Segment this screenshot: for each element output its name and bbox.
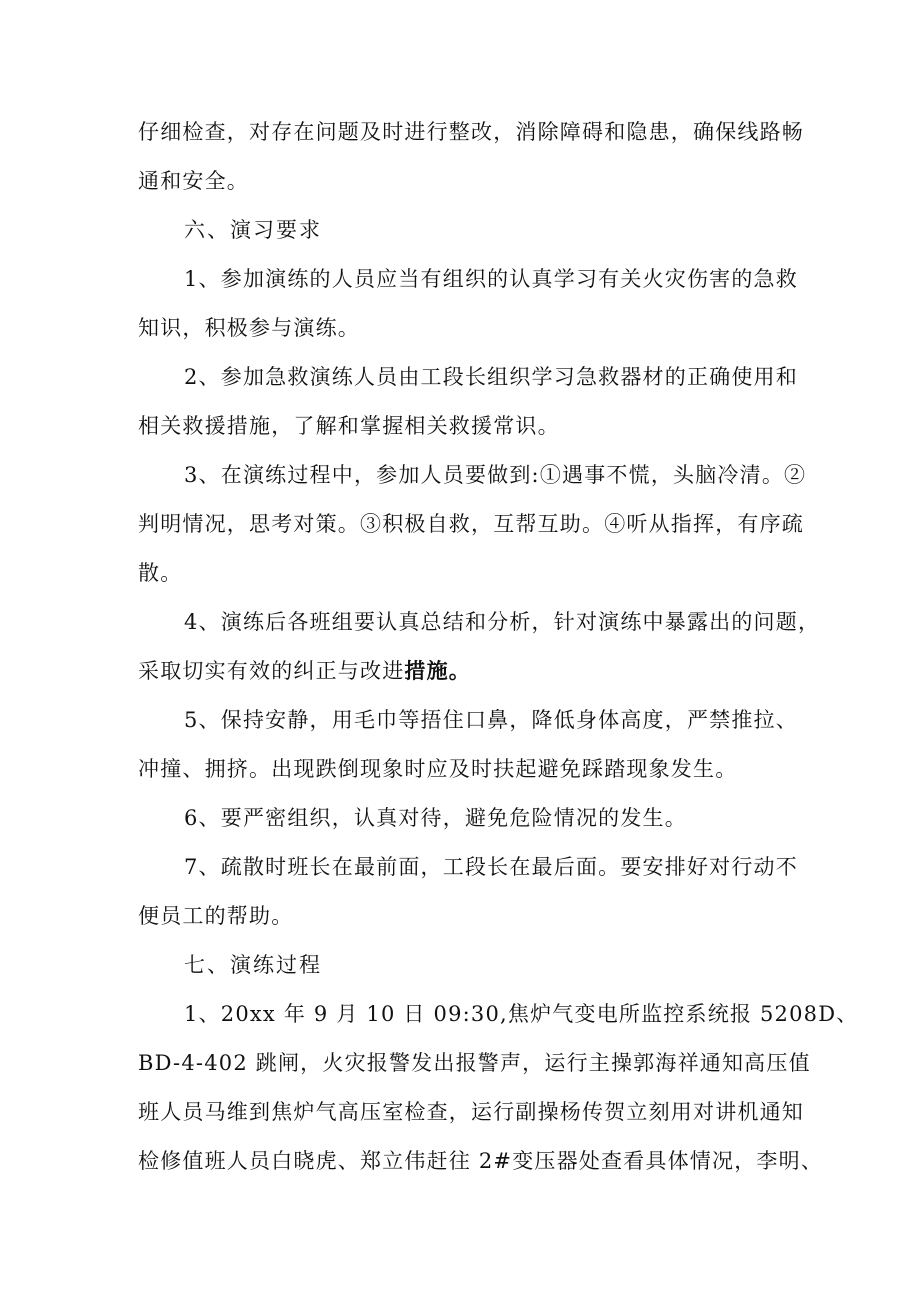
requirement-3-line: 散。 <box>138 561 183 585</box>
requirement-4-line: 4、演练后各班组要认真总结和分析，针对演练中暴露出的问题， <box>184 610 821 634</box>
requirement-5-line: 5、保持安静，用毛巾等捂住口鼻，降低身体高度，严禁推拉、 <box>184 708 798 732</box>
requirement-7-line: 便员工的帮助。 <box>138 904 294 928</box>
requirement-2-line: 相关救援措施，了解和掌握相关救援常识。 <box>138 414 560 438</box>
paragraph-line: 仔细检查，对存在问题及时进行整改，消除障碍和隐患，确保线路畅 <box>138 120 804 144</box>
section-heading-6: 六、演习要求 <box>184 218 322 242</box>
requirement-4-line <box>138 656 788 686</box>
process-1-line: 1、20xx 年 9 月 10 日 09:30,焦炉气变电所监控系统报 5208D、 <box>184 1002 859 1026</box>
paragraph-line: 通和安全。 <box>138 169 249 193</box>
process-1-line: 班人员马维到焦炉气高压室检查，运行副操杨传贺立刻用对讲机通知 <box>138 1100 804 1124</box>
process-1-line: 检修值班人员白晓虎、郑立伟赶往 2#变压器处查看具体情况，李明、 <box>138 1149 824 1173</box>
requirement-1-line: 知识，积极参与演练。 <box>138 316 360 340</box>
requirement-1-line: 1、参加演练的人员应当有组织的认真学习有关火灾伤害的急救 <box>184 267 798 291</box>
requirement-4-text: 采取切实有效的纠正与改进 <box>138 659 405 683</box>
requirement-2-line: 2、参加急救演练人员由工段长组织学习急救器材的正确使用和 <box>184 365 798 389</box>
requirement-5-line: 冲撞、拥挤。出现跌倒现象时应及时扶起避免踩踏现象发生。 <box>138 757 738 781</box>
requirement-3-line: 判明情况，思考对策。③积极自救，互帮互助。④听从指挥，有序疏 <box>138 512 804 536</box>
section-heading-7: 七、演练过程 <box>184 953 322 977</box>
requirement-7-line: 7、疏散时班长在最前面，工段长在最后面。要安排好对行动不 <box>184 855 798 879</box>
process-1-line: BD-4-402 跳闸，火灾报警发出报警声，运行主操郭海祥通知高压值 <box>138 1051 811 1075</box>
requirement-6-line: 6、要严密组织，认真对待，避免危险情况的发生。 <box>184 806 687 830</box>
requirement-3-line: 3、在演练过程中，参加人员要做到:①遇事不慌，头脑冷清。② <box>184 463 807 487</box>
requirement-4-bold-text: 措施。 <box>404 658 472 683</box>
